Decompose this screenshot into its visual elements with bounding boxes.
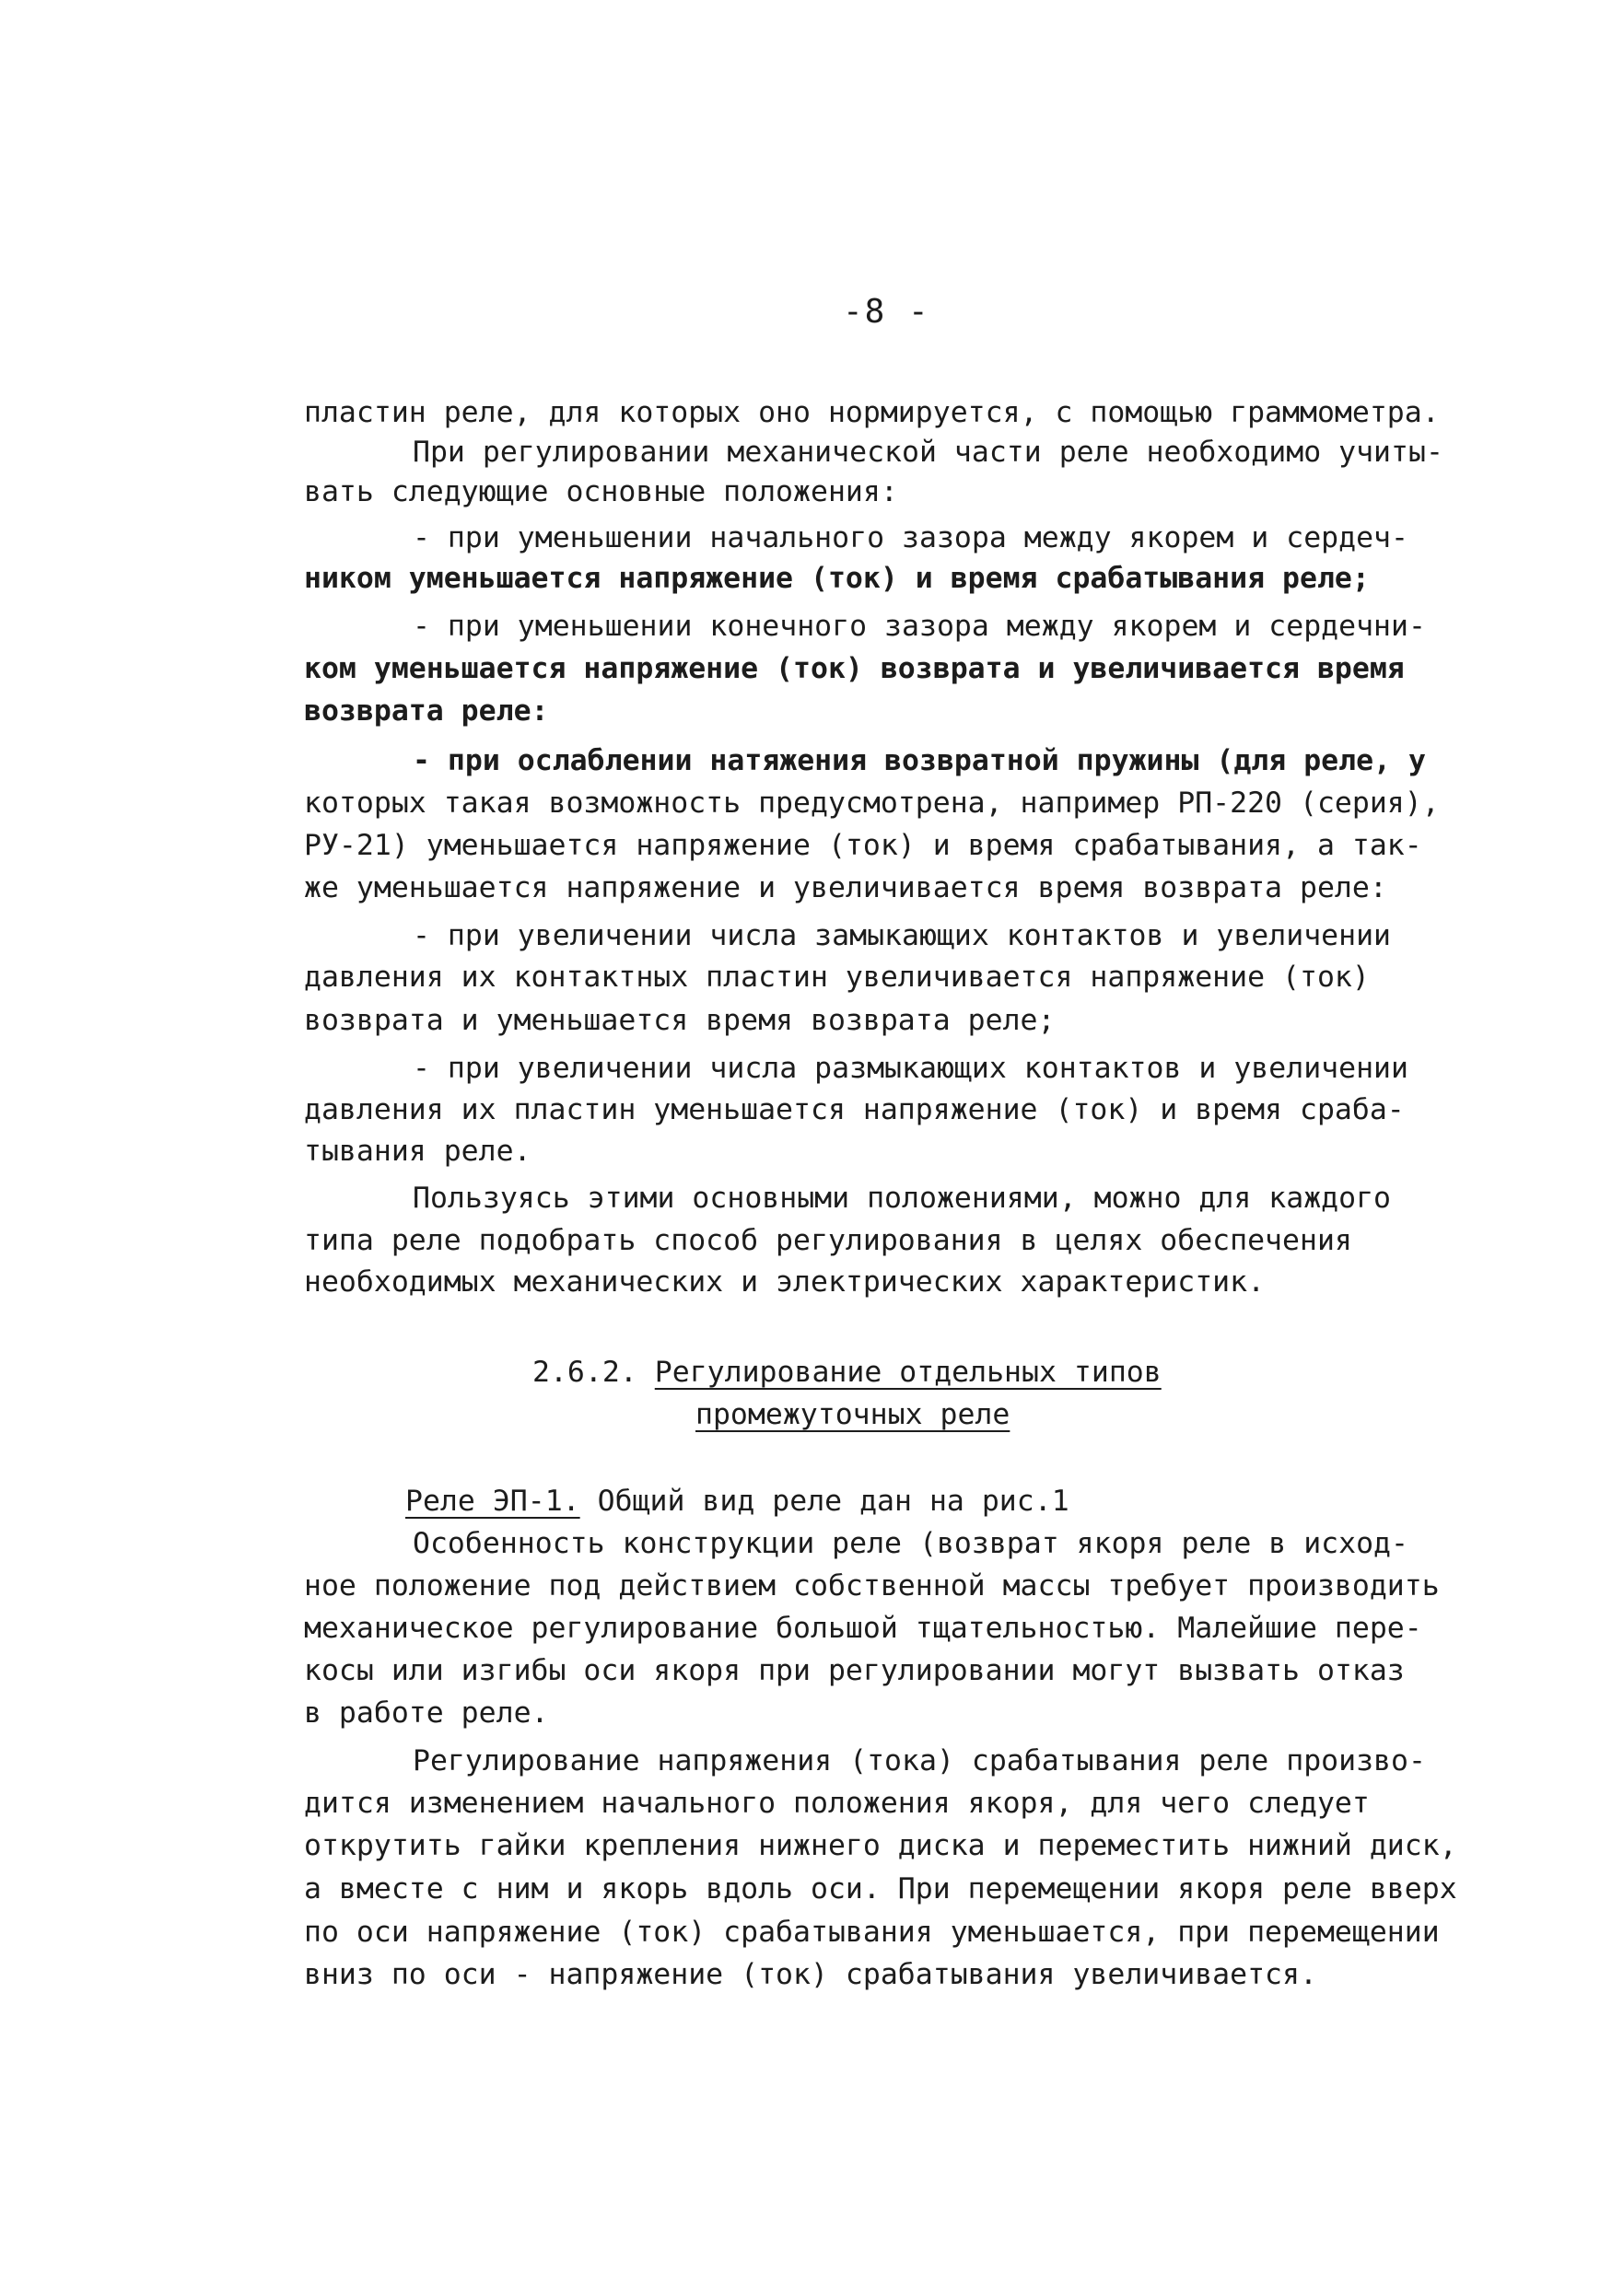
page-number: -8 - — [843, 293, 930, 331]
text-line: давления их пластин уменьшается напряжение (ток) и время сраба- — [304, 1093, 1405, 1126]
text-line: необходимых механических и электрических характеристик. — [304, 1265, 1266, 1299]
section-heading-line2 — [695, 1396, 1010, 1433]
text-line: же уменьшается напряжение и увеличивается время возврата реле: — [304, 871, 1387, 904]
text-line: типа реле подобрать способ регулирования в целях обеспечения — [304, 1224, 1352, 1257]
text-line: - при уменьшении начального зазора между якорем и сердеч- — [413, 521, 1408, 554]
text-line: механическое регулирование большой тщательностью. Малейшие пере- — [304, 1612, 1422, 1645]
text-line: При регулировании механической части реле необходимо учиты- — [413, 436, 1443, 469]
text-line: - при увеличении числа замыкающих контактов и увеличении — [413, 919, 1392, 952]
text-line: Особенность конструкции реле (возврат якоря реле в исход- — [413, 1527, 1408, 1560]
text-line: ком уменьшается напряжение (ток) возврата и увеличивается время — [304, 652, 1405, 685]
text-line: Регулирование напряжения (тока) срабатывания реле произво- — [413, 1744, 1426, 1777]
text-line: возврата реле: — [304, 694, 549, 728]
text-line: дится изменением начального положения якоря, для чего следует — [304, 1787, 1370, 1820]
text-line: по оси напряжение (ток) срабатывания уменьшается, при перемещении — [304, 1916, 1440, 1949]
subsection-line — [405, 1483, 1069, 1520]
section-number: 2.6.2. — [532, 1356, 637, 1389]
text-line: а вместе с ним и якорь вдоль оси. При перемещении якоря реле вверх — [304, 1872, 1457, 1906]
text-line: косы или изгибы оси якоря при регулировании могут вызвать отказ — [304, 1654, 1405, 1687]
text-line: - при уменьшении конечного зазора между якорем и сердечни- — [413, 610, 1426, 643]
section-title-line1: Регулирование отдельных типов — [654, 1356, 1162, 1389]
text-line: открутить гайки крепления нижнего диска и переместить нижний диск, — [304, 1829, 1457, 1862]
subsection-label: Реле ЭП-1. — [405, 1485, 580, 1518]
text-line: - при ослаблении натяжения возвратной пружины (для реле, у — [413, 744, 1426, 777]
text-line: возврата и уменьшается время возврата реле; — [304, 1004, 1056, 1037]
text-line: РУ-21) уменьшается напряжение (ток) и время срабатывания, а так- — [304, 829, 1422, 862]
text-line: тывания реле. — [304, 1135, 531, 1168]
text-line: ником уменьшается напряжение (ток) и время срабатывания реле; — [304, 562, 1370, 595]
section-title-line2: промежуточных реле — [695, 1398, 1010, 1431]
text-line: пластин реле, для которых оно нормируется, с помощью граммометра. — [304, 396, 1440, 429]
text-line: которых такая возможность предусмотрена, например РП-220 (серия), — [304, 787, 1440, 820]
subsection-text: Общий вид реле дан на рис.1 — [597, 1485, 1069, 1518]
text-line: давления их контактных пластин увеличивается напряжение (ток) — [304, 961, 1370, 994]
text-line: в работе реле. — [304, 1696, 549, 1730]
text-line: ное положение под действием собственной массы требует производить — [304, 1569, 1440, 1603]
text-line: Пользуясь этими основными положениями, можно для каждого — [413, 1182, 1392, 1215]
section-heading — [532, 1354, 1162, 1391]
text-line: вать следующие основные положения: — [304, 475, 898, 508]
text-line: вниз по оси - напряжение (ток) срабатывания увеличивается. — [304, 1958, 1317, 1991]
text-line: - при увеличении числа размыкающих контактов и увеличении — [413, 1052, 1408, 1085]
